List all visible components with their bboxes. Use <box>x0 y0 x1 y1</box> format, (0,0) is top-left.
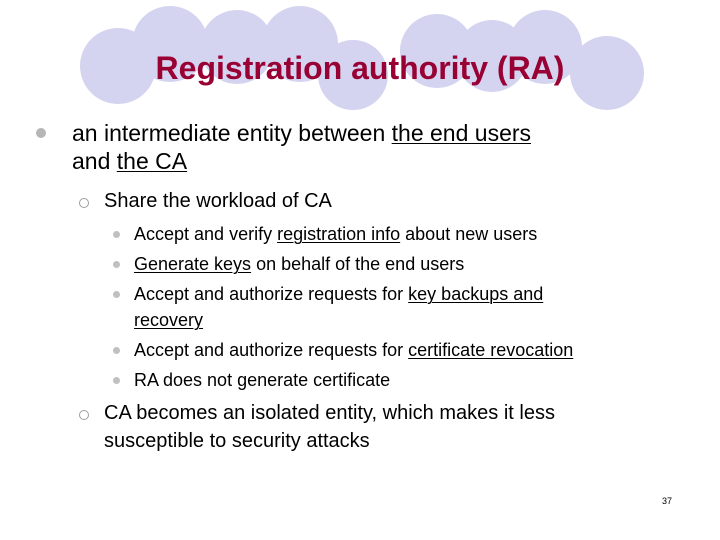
slide-title: Registration authority (RA) <box>155 50 565 86</box>
text-run: on behalf of the end users <box>251 254 465 274</box>
hollow-bullet-icon <box>79 198 89 208</box>
small-bullet-icon <box>113 347 120 354</box>
level2-item-share-workload: Share the workload of CA <box>104 190 332 212</box>
underlined-text: Generate keys <box>134 254 252 274</box>
underlined-text: the end users <box>391 120 532 146</box>
level3-item-3-continuation <box>134 310 203 331</box>
level2-item-ca-isolated-line2: susceptible to security attacks <box>104 430 370 452</box>
text-run: an intermediate entity between <box>72 120 392 146</box>
level3-item-3 <box>134 284 543 305</box>
small-bullet-icon <box>113 231 120 238</box>
level3-item-2 <box>134 254 464 275</box>
hollow-bullet-icon <box>79 410 89 420</box>
text-run: Accept and authorize requests for <box>134 340 409 360</box>
text-run: Accept and verify <box>134 224 278 244</box>
underlined-text: recovery <box>134 310 204 330</box>
text-run: Accept and authorize requests for <box>134 284 409 304</box>
text-run: and <box>72 148 117 174</box>
bullet-icon <box>36 128 46 138</box>
level3-item-1 <box>134 224 537 245</box>
level1-line2 <box>72 148 187 175</box>
level1-line1 <box>72 120 531 147</box>
underlined-text: key backups and <box>408 284 544 304</box>
small-bullet-icon <box>113 261 120 268</box>
small-bullet-icon <box>113 291 120 298</box>
underlined-text: certificate revocation <box>408 340 574 360</box>
underlined-text: the CA <box>116 148 188 174</box>
level2-item-ca-isolated-line1: CA becomes an isolated entity, which makes it less <box>104 402 555 424</box>
small-bullet-icon <box>113 377 120 384</box>
page-number: 37 <box>662 496 673 506</box>
level3-item-4 <box>134 340 573 361</box>
underlined-text: registration info <box>277 224 401 244</box>
level3-item-5: RA does not generate certificate <box>134 370 391 390</box>
text-run: about new users <box>400 224 538 244</box>
